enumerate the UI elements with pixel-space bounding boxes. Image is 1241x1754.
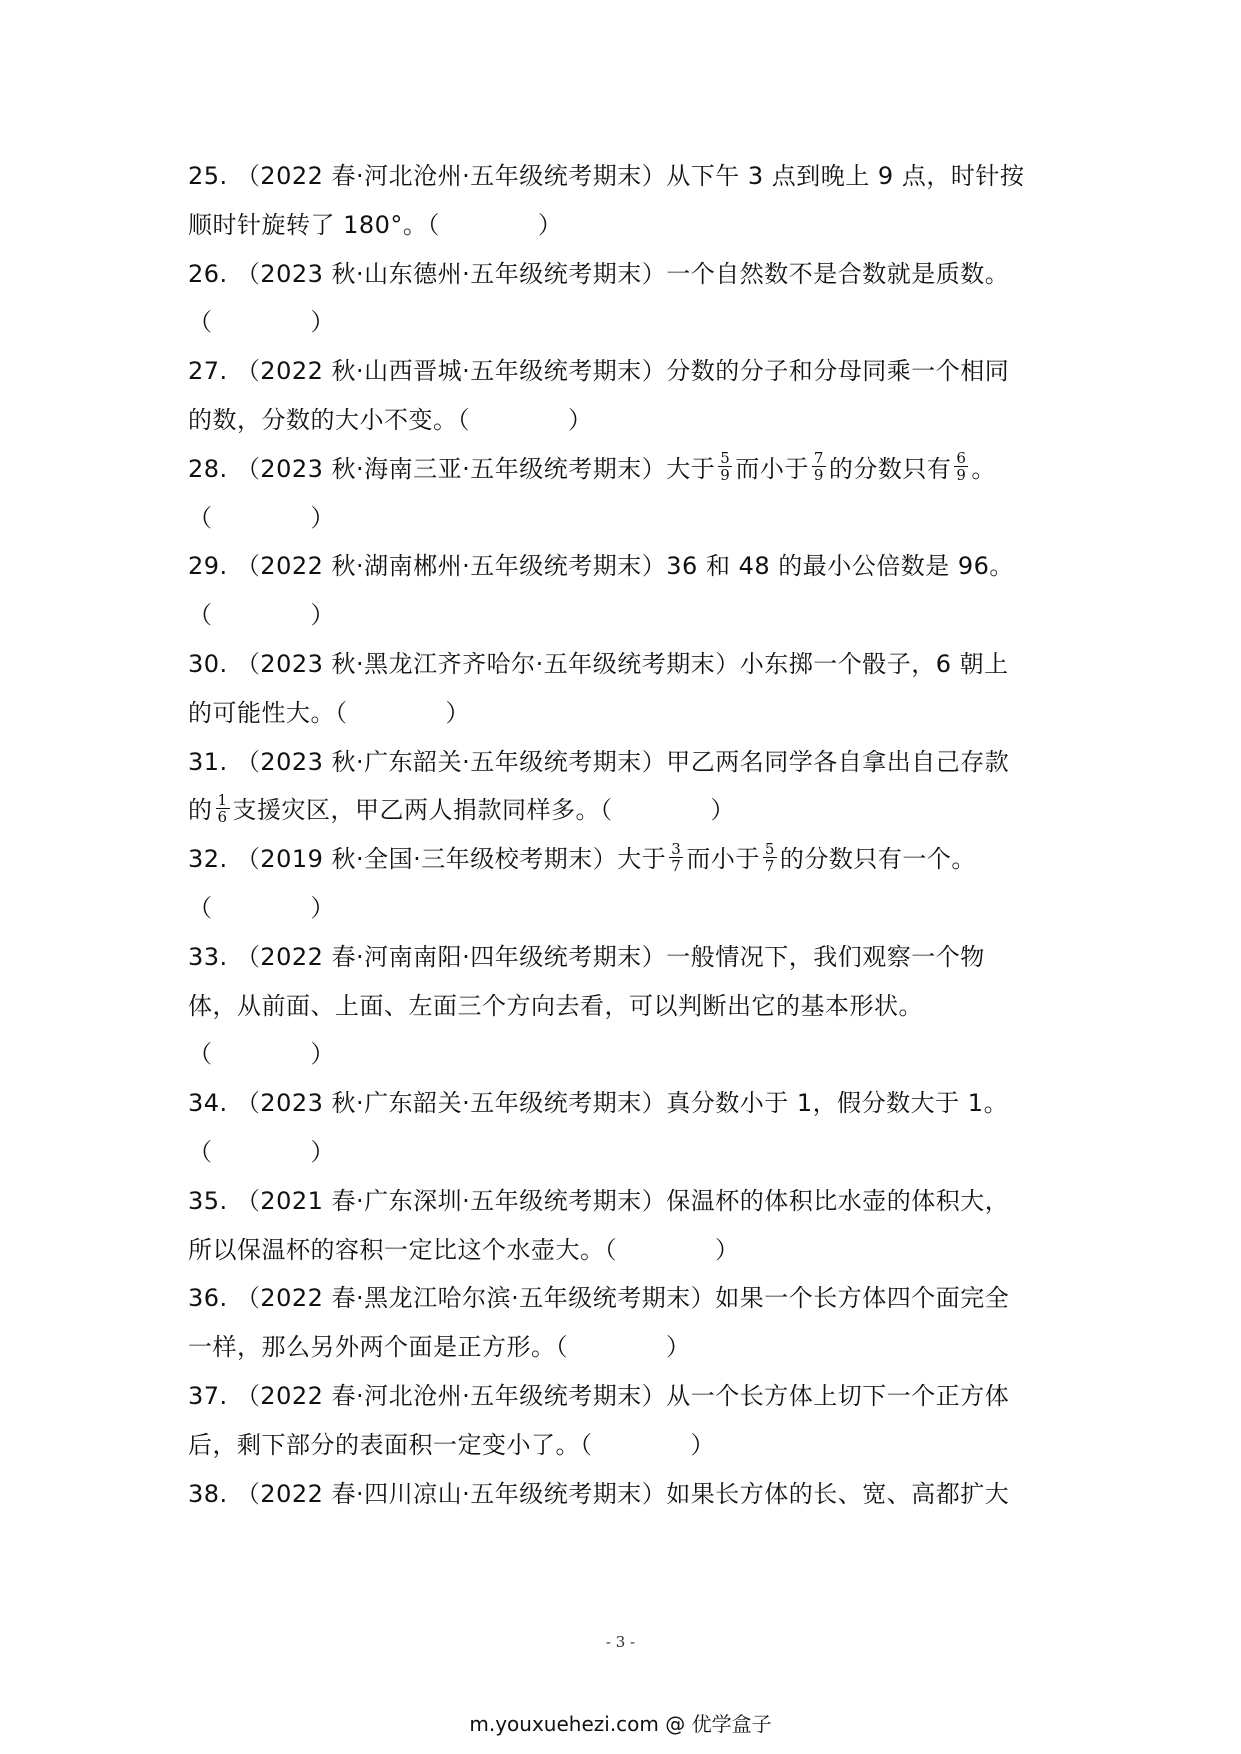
question-27-line-1: 27. （2022 秋·山西晋城·五年级统考期末）分数的分子和分母同乘一个相同 [188,357,1010,386]
question-list [188,152,1063,1518]
fraction-1-6: $\frac{1}{6}$ [217,790,228,826]
question-31-line-2: 的 $\frac{1}{6}$ 支援灾区，甲乙两人捐款同样多。（ ） [188,790,736,826]
question-30-line-1: 30. （2023 秋·黑龙江齐齐哈尔·五年级统考期末）小东掷一个骰子，6 朝上 [188,649,1009,678]
question-25-line-2: 顺时针旋转了 180°。（ ） [188,210,563,239]
question-33-line-2: 体，从前面、上面、左面三个方向去看，可以判断出它的基本形状。 [188,991,923,1020]
question-30-line-2: 的可能性大。（ ） [188,698,470,727]
question-25-line-1: 25. （2022 春·河北沧州·五年级统考期末）从下午 3 点到晚上 9 点，时针按 [188,162,1025,190]
question-34-line-1: 34. （2023 秋·广东韶关·五年级统考期末）真分数小于 1，假分数大于 1。 [188,1089,1009,1118]
fraction-6-9: $\frac{6}{9}$ [956,449,967,485]
question-37-line-2: 后，剩下部分的表面积一定变小了。（ ） [188,1430,715,1459]
question-36-line-1: 36. （2022 春·黑龙江哈尔滨·五年级统考期末）如果一个长方体四个面完全 [188,1284,1010,1313]
question-28-line-1: 28. （2023 秋·海南三亚·五年级统考期末）大于 $\frac{5}{9}$ 而小于 $\frac{7}{9}$ 的分数只有 $\frac{6}{9}$ 。 [188,449,996,485]
fraction-7-9: $\frac{7}{9}$ [813,449,824,485]
question-26-line-2: （ ） [188,308,335,337]
fraction-5-9: $\frac{5}{9}$ [720,449,731,485]
question-38-line-1: 38. （2022 春·四川凉山·五年级统考期末）如果长方体的长、宽、高都扩大 [188,1479,1010,1508]
question-28-line-2: （ ） [188,503,335,532]
page-number: - 3 - [605,1633,636,1651]
question-35-line-1: 35. （2021 春·广东深圳·五年级统考期末）保温杯的体积比水壶的体积大， [188,1186,1010,1215]
question-32-line-2: （ ） [188,893,335,922]
question-31-line-1: 31. （2023 秋·广东韶关·五年级统考期末）甲乙两名同学各自拿出自己存款 [188,747,1010,776]
question-29-line-2: （ ） [188,601,335,630]
question-37-line-1: 37. （2022 春·河北沧州·五年级统考期末）从一个长方体上切下一个正方体 [188,1381,1010,1410]
fraction-5-7: $\frac{5}{7}$ [764,839,775,875]
question-33-line-1: 33. （2022 春·河南南阳·四年级统考期末）一般情况下，我们观察一个物 [188,942,985,971]
question-26-line-1: 26. （2023 秋·山东德州·五年级统考期末）一个自然数不是合数就是质数。 [188,259,1010,288]
question-27-line-2: 的数，分数的大小不变。（ ） [188,405,593,434]
question-32-line-1: 32. （2019 秋·全国·三年级校考期末）大于 $\frac{3}{7}$ 而小于 $\frac{5}{7}$ 的分数只有一个。 [188,839,976,875]
question-29-line-1: 29. （2022 秋·湖南郴州·五年级统考期末）36 和 48 的最小公倍数是 96。 [188,552,1014,581]
question-33-line-3: （ ） [188,1040,335,1069]
footer-watermark: m.youxuehezi.com @ 优学盒子 [469,1712,772,1736]
question-34-line-2: （ ） [188,1137,335,1166]
question-36-line-2: 一样，那么另外两个面是正方形。（ ） [188,1333,691,1362]
question-35-line-2: 所以保温杯的容积一定比这个水壶大。（ ） [188,1235,740,1264]
fraction-3-7: $\frac{3}{7}$ [671,839,682,875]
